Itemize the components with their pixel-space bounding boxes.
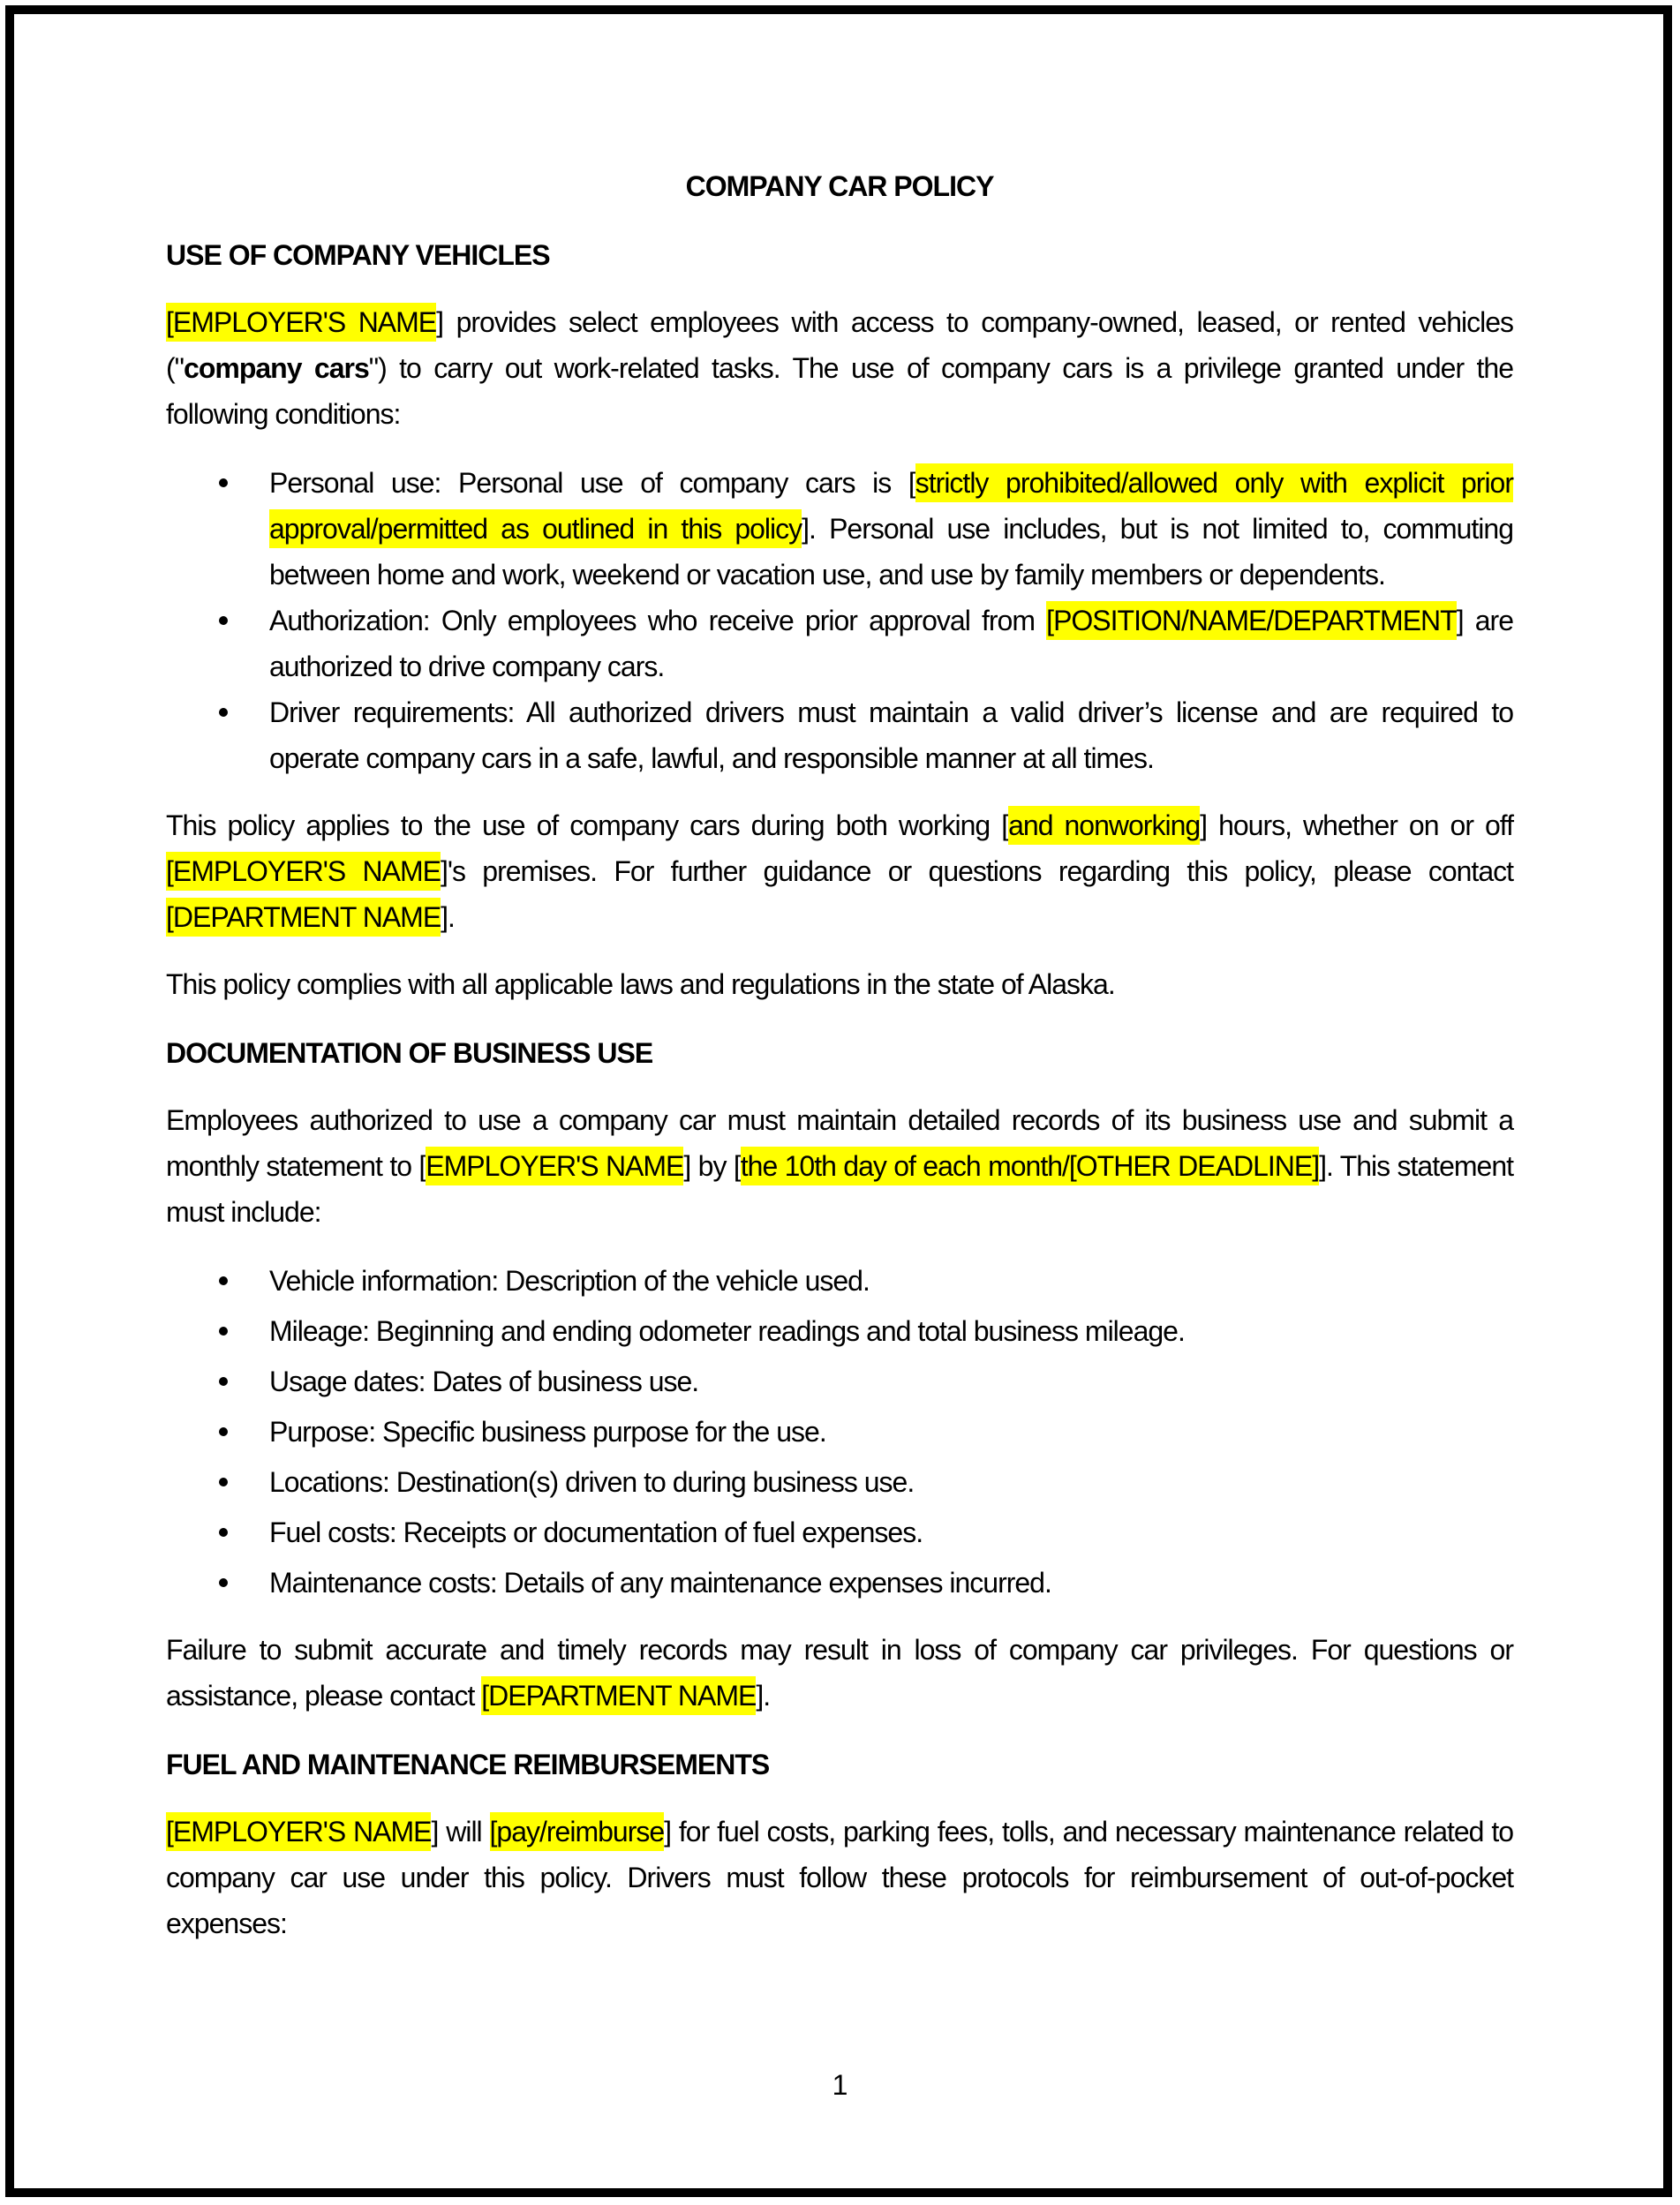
text-run: Maintenance costs: Details of any maintenance expenses incurred. — [269, 1567, 1051, 1599]
statement-items-list — [166, 1258, 1513, 1606]
text-run: ] hours, whether on or off — [1200, 809, 1514, 841]
section-heading-documentation-of-business-use: DOCUMENTATION OF BUSINESS USE — [166, 1037, 653, 1069]
document-content — [166, 163, 1513, 1946]
text-run: ] provides select employees with access to company-owned, leased, or rented vehicles (" — [166, 306, 1514, 384]
list-item — [166, 1409, 1513, 1455]
text-run: Driver requirements: All authorized drivers must maintain a valid driver’s license and are required to operate company cars in a safe, lawful, and responsible manner at all times. — [269, 696, 1513, 774]
highlighted-placeholder: EMPLOYER'S NAME — [426, 1147, 683, 1185]
text-run: This policy complies with all applicable laws and regulations in the state of Alaska. — [166, 968, 1115, 1000]
text-run: ] by [ — [683, 1150, 741, 1182]
highlighted-placeholder: [EMPLOYER'S NAME — [166, 303, 436, 342]
highlighted-placeholder: [POSITION/NAME/DEPARTMENT — [1046, 601, 1457, 640]
text-run: ] are authorized to drive company cars. — [269, 605, 1514, 682]
section-heading-fuel-and-maintenance: FUEL AND MAINTENANCE REIMBURSEMENTS — [166, 1749, 770, 1780]
text-run: ]. Personal use includes, but is not limited to, commuting between home and work, weekend or vacation use, and use by family members or dependents. — [269, 513, 1513, 591]
paragraph-fuel-intro — [166, 1809, 1513, 1946]
list-item — [166, 1308, 1513, 1354]
highlighted-placeholder: the 10th day of each month/[OTHER DEADLINE] — [741, 1147, 1319, 1185]
highlighted-placeholder: strictly prohibited/allowed only with explicit prior approval/permitted as outlined in this policy — [269, 463, 1513, 548]
highlighted-placeholder: [EMPLOYER'S NAME — [166, 852, 441, 891]
text-run: Vehicle information: Description of the vehicle used. — [269, 1265, 870, 1297]
text-run: ") to carry out work-related tasks. The use of company cars is a privilege granted under the following conditions: — [166, 352, 1513, 430]
text-run: ]. This statement must include: — [166, 1150, 1514, 1228]
paragraph-policy-complies — [166, 961, 1513, 1007]
text-run: ]'s premises. For further guidance or questions regarding this policy, please contact — [440, 855, 1514, 887]
paragraph-policy-applies — [166, 802, 1513, 940]
list-item — [166, 1358, 1513, 1404]
list-item — [166, 598, 1513, 689]
list-item — [166, 1258, 1513, 1304]
highlighted-placeholder: [DEPARTMENT NAME — [481, 1676, 756, 1715]
list-item — [166, 1459, 1513, 1505]
highlighted-placeholder: [pay/reimburse — [490, 1812, 665, 1851]
paragraph-failure-to-submit — [166, 1627, 1513, 1719]
list-item — [166, 689, 1513, 781]
section-heading-use-of-company-vehicles: USE OF COMPANY VEHICLES — [166, 239, 550, 271]
text-run: ] will — [431, 1816, 490, 1848]
text-run: Mileage: Beginning and ending odometer readings and total business mileage. — [269, 1315, 1185, 1347]
list-item — [166, 1560, 1513, 1606]
conditions-list — [166, 460, 1513, 781]
document-title: COMPANY CAR POLICY — [685, 170, 994, 202]
highlighted-placeholder: and nonworking — [1008, 806, 1200, 845]
page-number: 1 — [832, 2069, 848, 2101]
text-run: company cars — [184, 352, 369, 384]
paragraph-documentation-intro — [166, 1097, 1513, 1235]
paragraph-intro — [166, 299, 1513, 437]
text-run: This policy applies to the use of company cars during both working [ — [166, 809, 1009, 841]
text-run: Failure to submit accurate and timely records may result in loss of company car privileges. For questions or assistance, please contact — [166, 1634, 1513, 1712]
highlighted-placeholder: [DEPARTMENT NAME — [166, 898, 441, 937]
highlighted-placeholder: [EMPLOYER'S NAME — [166, 1812, 431, 1851]
text-run: Employees authorized to use a company car must maintain detailed records of its business use and submit a monthly statement to [ — [166, 1104, 1513, 1182]
list-item — [166, 460, 1513, 598]
text-run: ]. — [756, 1680, 771, 1712]
text-run: Personal use: Personal use of company cars is [ — [269, 467, 915, 499]
text-run: ]. — [441, 901, 455, 933]
list-item — [166, 1509, 1513, 1555]
text-run: Fuel costs: Receipts or documentation of fuel expenses. — [269, 1516, 923, 1548]
text-run: Authorization: Only employees who receive prior approval from — [269, 605, 1047, 636]
text-run: Purpose: Specific business purpose for the use. — [269, 1416, 826, 1448]
text-run: Usage dates: Dates of business use. — [269, 1366, 699, 1397]
text-run: ] for fuel costs, parking fees, tolls, and necessary maintenance related to company car use under this policy. Drivers must follow these protocols for reimbursement of out-of-pocket expenses: — [166, 1816, 1514, 1939]
text-run: Locations: Destination(s) driven to during business use. — [269, 1466, 915, 1498]
